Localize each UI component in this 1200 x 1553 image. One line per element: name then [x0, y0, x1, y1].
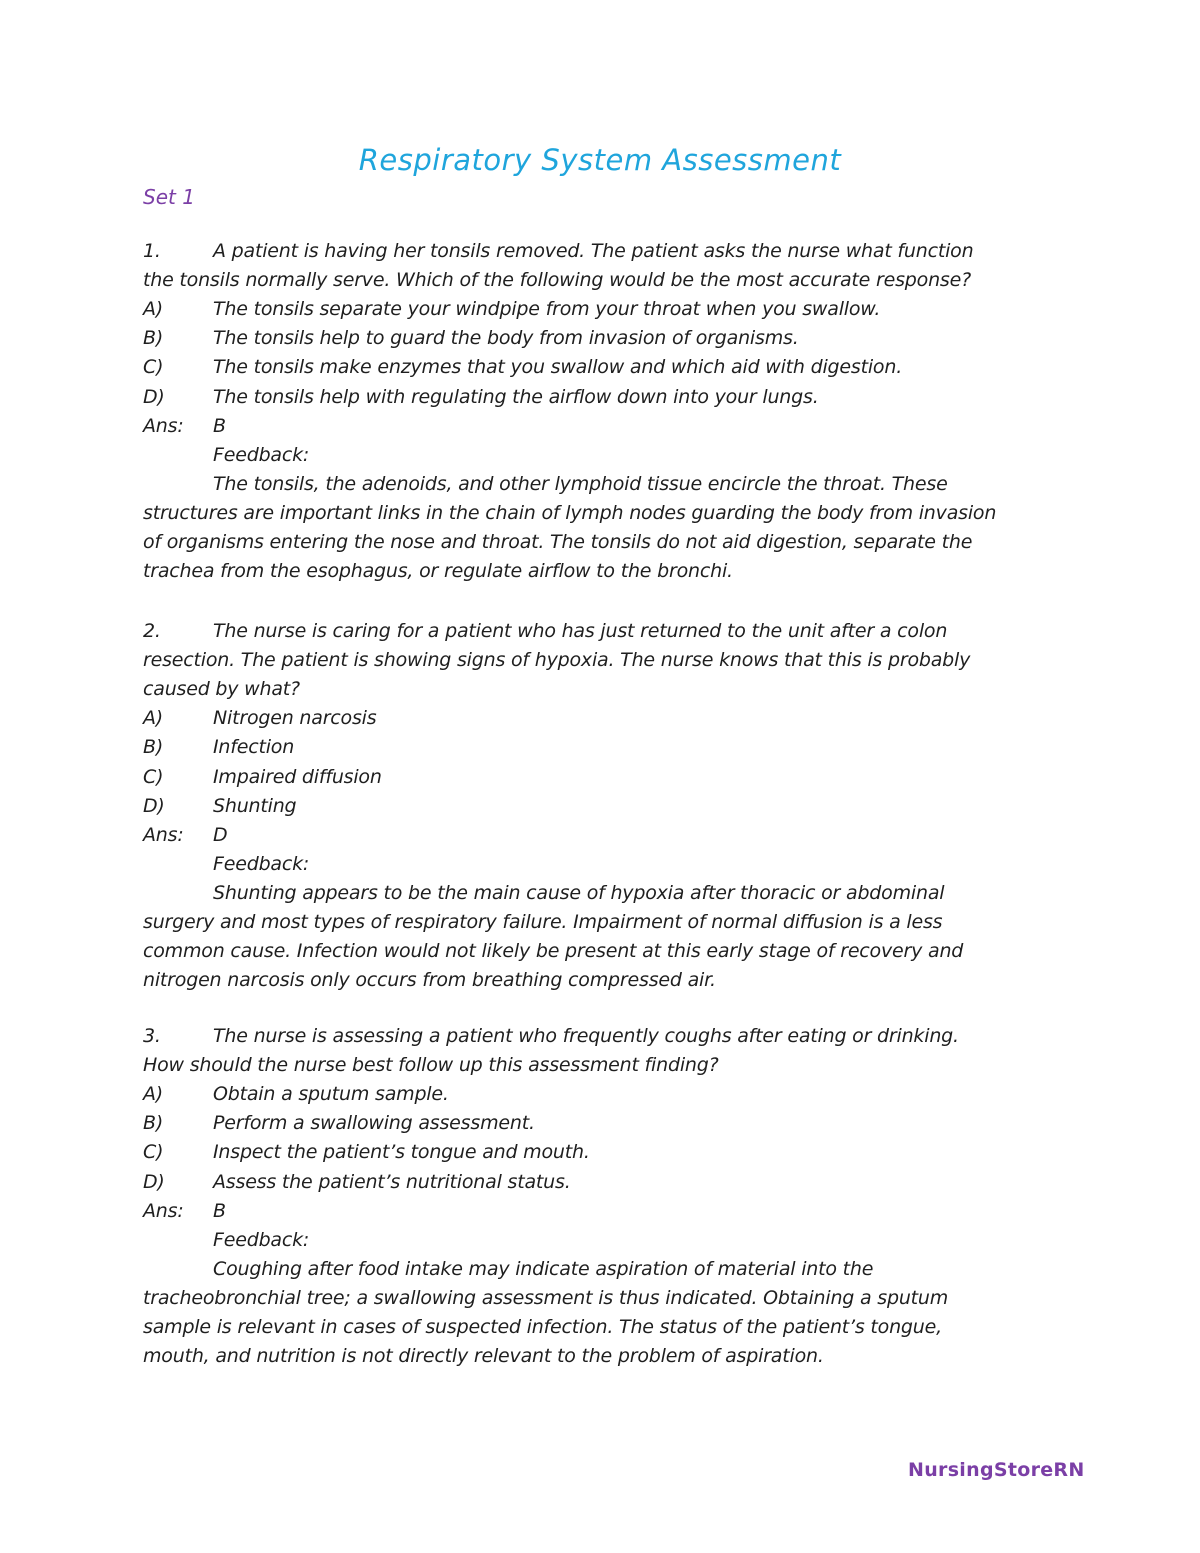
feedback-label-line — [143, 1229, 309, 1251]
option-letter: C) — [143, 765, 164, 788]
feedback-line — [143, 560, 733, 582]
feedback-text: Shunting appears to be the main cause of hypoxia after thoracic or abdominal — [213, 881, 945, 904]
feedback-label-line — [143, 853, 309, 875]
feedback-text: mouth, and nutrition is not directly relevant to the problem of aspiration. — [143, 1345, 824, 1368]
question-stem-text: The nurse is caring for a patient who has just returned to the unit after a colon — [213, 620, 948, 642]
option-text: Nitrogen narcosis — [213, 707, 377, 730]
feedback-line — [143, 911, 942, 933]
feedback-text: common cause. Infection would not likely be present at this early stage of recovery and — [143, 940, 964, 963]
answer-line — [143, 1200, 226, 1222]
option-letter: B) — [143, 1112, 164, 1135]
option-text: Assess the patient’s nutritional status. — [213, 1170, 571, 1193]
question-stem-line — [143, 240, 973, 262]
option-text: Inspect the patient’s tongue and mouth. — [213, 1141, 590, 1164]
option-text: Obtain a sputum sample. — [213, 1083, 449, 1106]
option-letter: A) — [143, 707, 164, 730]
question-stem-text: the tonsils normally serve. Which of the following would be the most accurate response? — [143, 269, 972, 292]
option-letter: C) — [143, 356, 164, 379]
answer-label: Ans: — [143, 1199, 184, 1222]
answer-option — [143, 386, 819, 408]
question-stem-line — [143, 649, 970, 671]
option-letter: A) — [143, 1083, 164, 1106]
question-stem-text: resection. The patient is showing signs of hypoxia. The nurse knows that this is probably — [143, 649, 971, 672]
option-letter: D) — [143, 1170, 165, 1193]
feedback-text: Coughing after food intake may indicate aspiration of material into the — [213, 1257, 874, 1280]
feedback-line — [143, 1345, 824, 1367]
answer-option — [143, 356, 902, 378]
option-text: Shunting — [213, 794, 297, 817]
feedback-label: Feedback: — [213, 1228, 310, 1251]
question-stem-text: caused by what? — [143, 678, 300, 701]
answer-option — [143, 1083, 449, 1105]
question-number: 1. — [143, 240, 161, 262]
feedback-line — [143, 969, 716, 991]
feedback-line — [143, 502, 996, 524]
answer-label: Ans: — [143, 823, 184, 846]
feedback-line — [143, 1316, 942, 1338]
option-text: Impaired diffusion — [213, 765, 382, 788]
option-text: The tonsils separate your windpipe from your throat when you swallow. — [213, 298, 881, 321]
option-letter: D) — [143, 794, 165, 817]
question-stem-line — [143, 1025, 959, 1047]
option-text: The tonsils help with regulating the airflow down into your lungs. — [213, 385, 819, 408]
option-text: The tonsils make enzymes that you swallow and which aid with digestion. — [213, 356, 903, 379]
answer-option — [143, 736, 294, 758]
feedback-text: sample is relevant in cases of suspected infection. The status of the patient’s tongue, — [143, 1316, 942, 1338]
answer-option — [143, 1141, 590, 1163]
question-stem-line — [143, 678, 300, 700]
feedback-text: trachea from the esophagus, or regulate airflow to the bronchi. — [143, 560, 733, 583]
feedback-text: surgery and most types of respiratory failure. Impairment of normal diffusion is a less — [143, 911, 943, 933]
answer-value: B — [213, 1199, 226, 1222]
feedback-text: nitrogen narcosis only occurs from breathing compressed air. — [143, 969, 716, 992]
feedback-line — [143, 940, 963, 962]
option-text: The tonsils help to guard the body from invasion of organisms. — [213, 327, 799, 350]
feedback-text: structures are important links in the chain of lymph nodes guarding the body from invasion — [143, 501, 997, 524]
set-label: Set 1 — [143, 185, 195, 209]
answer-option — [143, 707, 376, 729]
feedback-line — [143, 1258, 873, 1280]
feedback-text: The tonsils, the adenoids, and other lymphoid tissue encircle the throat. These — [213, 472, 948, 495]
feedback-line — [143, 473, 948, 495]
question-stem-text: A patient is having her tonsils removed. The patient asks the nurse what function — [213, 240, 974, 262]
question-number: 3. — [143, 1025, 161, 1047]
answer-option — [143, 795, 296, 817]
feedback-label: Feedback: — [213, 443, 310, 466]
option-letter: B) — [143, 327, 164, 350]
answer-value: D — [213, 823, 228, 846]
question-number: 2. — [143, 620, 161, 642]
answer-option — [143, 1171, 571, 1193]
question-stem-text: The nurse is assessing a patient who frequently coughs after eating or drinking. — [213, 1025, 959, 1047]
option-letter: C) — [143, 1141, 164, 1164]
feedback-text: tracheobronchial tree; a swallowing assessment is thus indicated. Obtaining a sputum — [143, 1286, 949, 1309]
answer-line — [143, 824, 227, 846]
feedback-text: of organisms entering the nose and throat. The tonsils do not aid digestion, separate the — [143, 531, 973, 553]
answer-option — [143, 327, 799, 349]
option-letter: D) — [143, 385, 165, 408]
feedback-label-line — [143, 444, 309, 466]
question-stem-line — [143, 620, 947, 642]
feedback-line — [143, 882, 944, 904]
answer-option — [143, 1112, 535, 1134]
feedback-line — [143, 1287, 948, 1309]
feedback-line — [143, 531, 972, 553]
answer-value: B — [213, 414, 226, 437]
question-stem-text: How should the nurse best follow up this assessment finding? — [143, 1054, 719, 1077]
option-text: Perform a swallowing assessment. — [213, 1112, 535, 1135]
footer-brand: NursingStoreRN — [908, 1459, 1085, 1481]
answer-line — [143, 415, 226, 437]
feedback-label: Feedback: — [213, 852, 310, 875]
option-letter: A) — [143, 298, 164, 321]
answer-label: Ans: — [143, 414, 184, 437]
option-letter: B) — [143, 736, 164, 759]
answer-option — [143, 766, 382, 788]
page-title: Respiratory System Assessment — [358, 143, 842, 177]
option-text: Infection — [213, 736, 295, 759]
question-stem-line — [143, 269, 971, 291]
answer-option — [143, 298, 880, 320]
question-stem-line — [143, 1054, 718, 1076]
